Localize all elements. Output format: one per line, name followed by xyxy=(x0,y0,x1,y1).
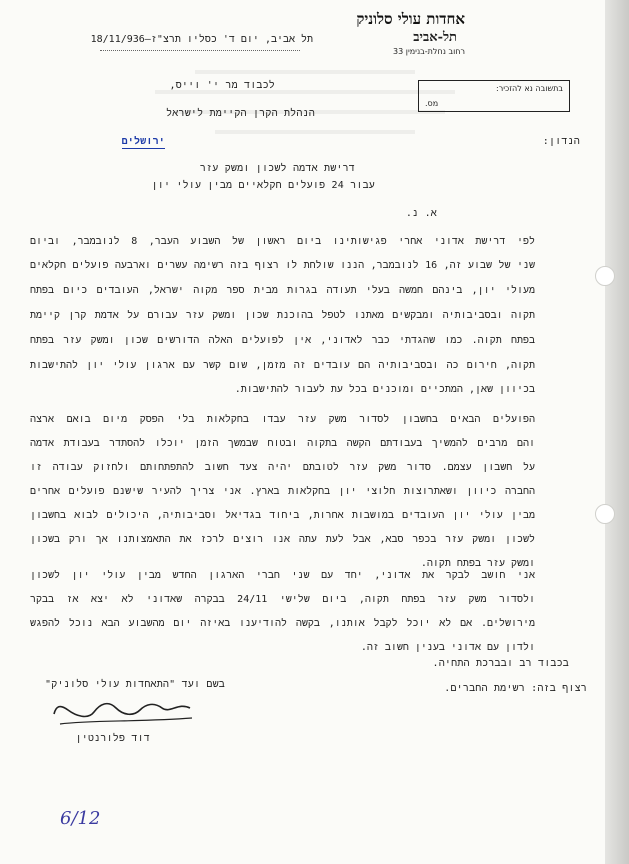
body-line: מירושלים. אם לא יוכל לקבל אותנו, בקשה להודיענו באיזה יום מהשבוע הבא נוכל להפגש xyxy=(30,618,535,629)
page-edge-shadow xyxy=(605,0,629,864)
body-line: על חשבון עצמם. סדור משק עזר לטובתם יהיה צעד חשוב להתפתחותם ולחזוק עבודה זו xyxy=(30,462,535,473)
body-line: מבין עולי יון העובדים במושבות אחרות, ביחוד בגדיאל וסביבותיה, היכולים לבוא בחשבון xyxy=(30,510,535,521)
salutation: א. נ. xyxy=(405,208,437,219)
body-line: ולסדור משק עזר בפתח תקוה, ביום שלישי 24/11 בבקרה שאדוני לא יצא אז בבקר xyxy=(30,594,535,605)
date-underline xyxy=(100,50,300,51)
subject-line-1: דרישת אדמה לשכון ומשק עזר xyxy=(199,163,355,174)
body-line: לפי דרישת אדוני אחרי פגישותינו ביום ראשון של השבוע העבר, 8 לנובמבר, וביום xyxy=(30,236,535,247)
reply-reference-box xyxy=(418,80,570,112)
recipient-city-text: ירושלים xyxy=(121,136,165,147)
body-line: תקוה, חירום כה ובסביבותיה הם עובדים זה מזמן, שום קשר עם ארגון עולי יון להתישבות xyxy=(30,360,535,371)
punch-hole-upper xyxy=(595,266,615,286)
reply-reference-number-label: מס. xyxy=(425,99,439,108)
body-line: בפתח תקוה. כמו שהגדתי כבר לאדוני, אין לפועלים האלה הדורשים שכון ומשק עזר בפתח xyxy=(30,335,535,346)
body-line: שני של שבוע זה, 16 לנובמבר, הננו שולחת לו רצוף בזה רשימה עשרים וארבעה פועלים חקלאים xyxy=(30,260,535,271)
body-line: החברה כיוון ושאתרוצות חלוצי יון בחקלאות בארץ. אני צריך להעיר שישנם פועלים אחרים xyxy=(30,486,535,497)
subject-line-2: עבור 24 פועלים חקלאיים מבין עולי יון xyxy=(151,180,375,191)
subject-label: הנדון: xyxy=(542,136,580,147)
recipient-city xyxy=(122,136,165,148)
recipient-organization: הנהלת הקרן הקיימת לישראל xyxy=(166,108,315,119)
reply-reference-label: בתשובה נא להזכיר: xyxy=(496,84,563,93)
handwritten-page-note: 6/12 xyxy=(60,808,101,829)
letterhead-org-name: אחדות עולי סלוניק xyxy=(356,10,465,28)
body-line: הפועלים הבאים בחשבון לסדור משק עזר עבדו בחקלאות בלי הפסק מיום בואם ארצה xyxy=(30,414,535,425)
closing: בכבוד רב ובברכת התחיה. xyxy=(432,658,569,669)
body-line: אני חושב לבקר את אדוני, יחד עם שני חברי הארגון החדש מבין עולי יון לשכון xyxy=(30,570,535,581)
letterhead-street: רחוב נחלת-בנימין 33 xyxy=(393,47,465,56)
body-line: תקוה ובסביבותיה ומבקשים מאתנו לטפל בהוכנת שכון ומשק עזר עבורם על אדמת קרן קיימת xyxy=(30,310,535,321)
body-line: ולדון עם אדוני בענין חשוב זה. xyxy=(360,642,535,653)
body-line: מעולי יון, בינהם חמשה בעלי תעודה בגרות מבית ספר מקוה ישראל, העובדים כיום בפתח xyxy=(30,285,535,296)
punch-hole-lower xyxy=(595,504,615,524)
signature-name: דוד פלורנטין xyxy=(75,733,150,744)
body-line: ומשק עזר בפתח תקוה. xyxy=(420,558,535,569)
recipient-name: לכבוד מר י' וייס, xyxy=(169,80,275,91)
signoff: בשם ועד "התאחדות עולי סלוניק" xyxy=(45,679,225,690)
body-line: לשכון ומשק עזר בכפר סבא, אבל לעת עתה אנו רוצים לרכז את התאמצותנו אך ורק בשכון xyxy=(30,534,535,545)
body-line: בכיוון שאן, המתכיים ומוכנים בכל עת לעבור להתישבות. xyxy=(234,384,535,395)
body-line: והם מרבים להמשיך בעבודתם הקשה בתקוה ובטוח שבמשך הזמן יוכלו להסתדר בעבודת אדמה xyxy=(30,438,535,449)
handwritten-signature xyxy=(50,700,200,730)
date-line: תל אביב, יום ד' כסליו תרצ"ז—18/11/936 xyxy=(90,34,313,45)
letterhead-city: תל-אביב xyxy=(413,30,457,45)
enclosure-note: רצוף בזה: רשימת החברים. xyxy=(444,683,587,694)
